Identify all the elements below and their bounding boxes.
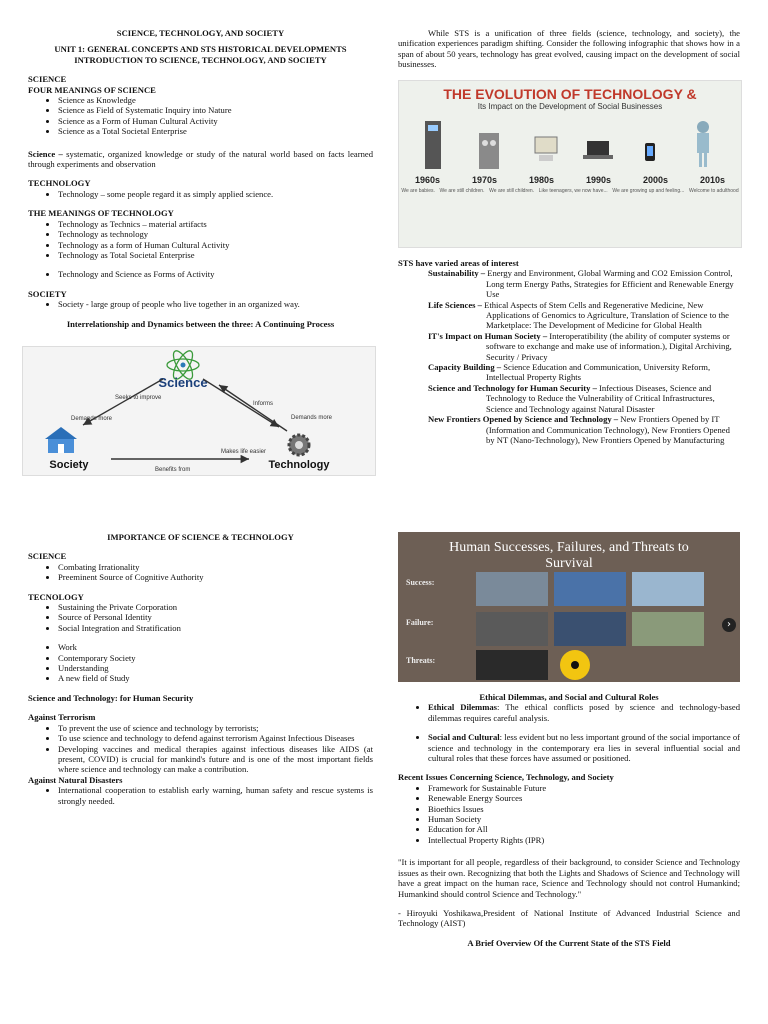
technology-importance-list bbox=[28, 602, 373, 633]
gear-icon bbox=[289, 435, 309, 455]
next-arrow-icon[interactable]: › bbox=[722, 618, 736, 632]
phone-icon bbox=[645, 143, 655, 161]
intro-paragraph: While STS is a unification of three fields (science, technology, and society), the unification experiences paradigm shifting. Consider the following infographic that shows how in a span of about 50 years, technology has great evolved, causing impact on the development of social businesses. bbox=[398, 28, 740, 70]
successes-failures-slide bbox=[398, 532, 740, 682]
slide-title: Human Successes, Failures, and Threats to Survival bbox=[449, 540, 689, 571]
diagram-society-label: Society bbox=[49, 459, 89, 471]
science-definition bbox=[28, 149, 373, 170]
list-item: • Intellectual Property Rights (IPR) bbox=[428, 835, 740, 845]
list-item: • Society - large group of people who live together in an organized way. bbox=[58, 299, 373, 309]
list-item: • Education for All bbox=[428, 824, 740, 834]
radiation-icon bbox=[560, 650, 590, 680]
page3-column bbox=[28, 532, 373, 806]
virus-image bbox=[476, 650, 548, 680]
ethical-term: Ethical Dilemmas bbox=[428, 702, 498, 713]
laptop-icon bbox=[583, 141, 613, 159]
moon-landing-image bbox=[476, 572, 548, 606]
airplane-image bbox=[632, 572, 704, 606]
tape-drive-icon bbox=[479, 133, 499, 169]
terrorism-list bbox=[28, 723, 373, 775]
era-caption: We are babies. bbox=[401, 188, 435, 194]
era-caption: Like teenagers, we now have... bbox=[538, 188, 608, 194]
diagram-science-label: Science bbox=[158, 375, 208, 390]
list-item: • Technology as technology bbox=[58, 229, 373, 239]
overview-heading: A Brief Overview Of the Current State of the STS Field bbox=[467, 937, 671, 948]
infographic-subtitle: Its Impact on the Development of Social Businesses bbox=[477, 102, 663, 111]
science-heading: SCIENCE bbox=[28, 551, 67, 562]
shuttle-image bbox=[554, 612, 626, 646]
area-item bbox=[398, 300, 740, 331]
era-label: 1970s bbox=[471, 175, 498, 185]
desktop-icon bbox=[535, 137, 557, 161]
list-item: • Developing vaccines and medical therapies against infectious diseases like AIDS (at present, COVID) is crucial for mankind's future and is one of the most important fields where science and technology can make a contribution. bbox=[58, 744, 373, 775]
list-item: • Social Integration and Stratification bbox=[58, 623, 373, 633]
list-item: • Source of Personal Identity bbox=[58, 612, 373, 622]
list-item: • Work bbox=[58, 642, 373, 652]
area-text: Energy and Environment, Global Warming and CO2 Emission Control, Long term Energy Paths, Strategies for Efficient and Renewable Energy Use bbox=[485, 268, 734, 300]
list-item: • Technology – some people regard it as simply applied science. bbox=[58, 189, 373, 199]
recent-issues-heading: Recent Issues Concerning Science, Technology, and Society bbox=[398, 772, 614, 783]
list-item: • Combating Irrationality bbox=[58, 562, 373, 572]
science-term: Science – bbox=[28, 148, 63, 159]
era-caption: We are still children. bbox=[439, 188, 485, 194]
area-item bbox=[398, 414, 740, 445]
area-item bbox=[398, 331, 740, 362]
slide-row-failure: Failure: bbox=[406, 618, 434, 627]
area-text: Infectious Diseases, Science and Technology to Reduce the Vulnerability of Critical Infrastructures, Science and Technology against Natural Disaster bbox=[486, 382, 715, 414]
ethical-heading: Ethical Dilemmas, and Social and Cultural Roles bbox=[479, 692, 659, 702]
interrelation-diagram bbox=[22, 346, 376, 476]
science-definition-text: systematic, organized knowledge or study of the natural world based on facts learned through experiments and observation bbox=[28, 148, 373, 170]
ethical-text: : less evident but no less important ground of the social importance of science and technology in the contemporary era lies in several influential social and cultural roles that these forces have assumed or positioned. bbox=[428, 732, 740, 764]
ethical-term: Social and Cultural bbox=[428, 732, 500, 743]
robot-icon bbox=[697, 121, 709, 167]
importance-title: IMPORTANCE OF SCIENCE & TECHNOLOGY bbox=[107, 532, 294, 542]
era-caption-row bbox=[399, 188, 741, 194]
page2-column bbox=[398, 28, 740, 70]
diagram-seeks-label: Seeks to improve bbox=[115, 395, 162, 401]
list-item: • Understanding bbox=[58, 663, 373, 673]
era-caption: We are still children. bbox=[489, 188, 535, 194]
meanings-technology-heading: THE MEANINGS OF TECHNOLOGY bbox=[28, 208, 174, 219]
era-label: 1990s bbox=[585, 175, 612, 185]
unit-title: UNIT 1: GENERAL CONCEPTS AND STS HISTORICAL DEVELOPMENTS bbox=[54, 44, 347, 55]
diagram-demands-left-label: Demands more bbox=[71, 416, 113, 422]
page4-column bbox=[398, 692, 740, 948]
list-item: • To prevent the use of science and technology by terrorists; bbox=[58, 723, 373, 733]
society-list bbox=[28, 299, 373, 309]
vaccine-image bbox=[554, 572, 626, 606]
house-icon bbox=[45, 427, 77, 453]
terrorism-heading: Against Terrorism bbox=[28, 712, 96, 723]
area-term: New Frontiers Opened by Science and Technology – bbox=[428, 414, 619, 425]
four-meanings-list bbox=[28, 95, 373, 137]
diagram-technology-label: Technology bbox=[268, 459, 330, 471]
arrow-technology-to-science bbox=[219, 385, 287, 431]
era-label: 1960s bbox=[414, 175, 441, 185]
area-text: Interoperatibility (the ability of computer systems or software to exchange and make use of information.), Digital Archiving, Security / Privacy bbox=[486, 330, 732, 362]
era-row bbox=[399, 175, 741, 185]
evolution-infographic bbox=[398, 80, 742, 248]
interrelation-svg bbox=[23, 347, 375, 475]
list-item: • Technology as Technics – material artifacts bbox=[58, 219, 373, 229]
area-term: Capacity Building – bbox=[428, 362, 502, 373]
list-item: • Science as Knowledge bbox=[58, 95, 373, 105]
area-term: Science and Technology for Human Security – bbox=[428, 382, 597, 393]
diagram-makes-life-label: Makes life easier bbox=[221, 449, 267, 455]
list-item: • Human Society bbox=[428, 814, 740, 824]
era-caption: Welcome to adulthood bbox=[688, 188, 739, 194]
list-item: • Technology as Total Societal Enterprise bbox=[58, 250, 373, 260]
technology-list bbox=[28, 189, 373, 199]
ethical-list bbox=[398, 702, 740, 763]
area-term: Life Sciences – bbox=[428, 299, 482, 310]
technology-importance-list-2 bbox=[28, 642, 373, 684]
list-item: • Science as Field of Systematic Inquiry into Nature bbox=[58, 105, 373, 115]
area-item bbox=[398, 383, 740, 414]
slide-row-success: Success: bbox=[406, 578, 435, 587]
technology-heading: TECNOLOGY bbox=[28, 591, 84, 602]
meanings-technology-extra-list bbox=[28, 269, 373, 279]
era-label: 1980s bbox=[528, 175, 555, 185]
unit-subtitle: INTRODUCTION TO SCIENCE, TECHNOLOGY, AND SOCIETY bbox=[74, 54, 327, 65]
technology-heading: TECHNOLOGY bbox=[28, 178, 91, 189]
list-item: • To use science and technology to defend against terrorism Against Infectious Diseases bbox=[58, 733, 373, 743]
list-item: • Technology and Science as Forms of Activity bbox=[58, 269, 373, 279]
list-item: • Science as a Total Societal Enterprise bbox=[58, 126, 373, 136]
ethical-text: : The ethical conflicts posed by science and technology-based dilemmas requires careful analysis. bbox=[428, 702, 740, 723]
meanings-technology-list bbox=[28, 219, 373, 261]
interrelation-title: Interrelationship and Dynamics between the three: A Continuing Process bbox=[66, 318, 335, 329]
list-item: • Technology as a form of Human Cultural Activity bbox=[58, 240, 373, 250]
list-item: • Renewable Energy Sources bbox=[428, 793, 740, 803]
diagram-benefits-label: Benefits from bbox=[155, 467, 191, 473]
mainframe-icon bbox=[425, 121, 441, 169]
four-meanings-heading: FOUR MEANINGS OF SCIENCE bbox=[28, 84, 156, 95]
list-item: • Bioethics Issues bbox=[428, 804, 740, 814]
infographic-icons bbox=[399, 115, 741, 175]
infographic-title: THE EVOLUTION OF TECHNOLOGY & bbox=[443, 86, 697, 102]
list-item: • International cooperation to establish early warning, human safety and rescue systems is strongly needed. bbox=[58, 785, 373, 806]
list-item: • Framework for Sustainable Future bbox=[428, 783, 740, 793]
list-item bbox=[428, 732, 740, 763]
disasters-list bbox=[28, 785, 373, 806]
list-item: • Science as a Form of Human Cultural Activity bbox=[58, 116, 373, 126]
area-item bbox=[398, 268, 740, 299]
list-item bbox=[428, 702, 740, 723]
slide-row-threats: Threats: bbox=[406, 656, 436, 665]
document-title: SCIENCE, TECHNOLOGY, AND SOCIETY bbox=[116, 28, 285, 38]
diagram-informs-label: Informs bbox=[253, 401, 274, 407]
science-importance-list bbox=[28, 562, 373, 583]
area-text: Ethical Aspects of Stem Cells and Regenerative Medicine, New Applications of Genomics to Agriculture, Translation of Science to the Marketplace: The Development of Medicine for Global Health bbox=[481, 299, 729, 331]
area-term: IT's Impact on Human Society – bbox=[428, 330, 548, 341]
quote: "It is important for all people, regardless of their background, to consider Science and Technology issues as their own. Recognizing that both the Lights and Shadows of Science and Technology will have a great impact on the human race, Science and Technology should not control Humankind; Humankind should control Science and Technology." bbox=[398, 857, 740, 899]
disasters-heading: Against Natural Disasters bbox=[28, 774, 123, 785]
science-heading: SCIENCE bbox=[28, 74, 67, 85]
list-item: • Contemporary Society bbox=[58, 653, 373, 663]
area-item bbox=[398, 362, 740, 383]
disaster-image bbox=[476, 612, 548, 646]
sts-areas-section bbox=[398, 258, 740, 445]
recent-issues-list bbox=[398, 783, 740, 845]
diagram-demands-right-label: Demands more bbox=[291, 415, 333, 421]
era-label: 2000s bbox=[642, 175, 669, 185]
human-security-heading: Science and Technology: for Human Security bbox=[28, 692, 194, 703]
list-item: • Preeminent Source of Cognitive Authority bbox=[58, 572, 373, 582]
areas-heading: STS have varied areas of interest bbox=[398, 258, 519, 268]
area-text: Science Education and Communication, University Reform, Intellectual Property Rights bbox=[486, 362, 711, 383]
quote-attribution: - Hiroyuki Yoshikawa,President of National Institute of Advanced Industrial Science and Technology (AIST) bbox=[398, 907, 740, 929]
era-caption: We are growing up and feeling... bbox=[612, 188, 685, 194]
area-text: New Frontiers Opened by IT (Information and Communication Technology), New Frontiers Opened by NT (Nano-Technology), New Frontiers Opened by Manufacturing bbox=[486, 414, 730, 445]
crash-image bbox=[632, 612, 704, 646]
era-label: 2010s bbox=[699, 175, 726, 185]
page1-column bbox=[28, 28, 373, 329]
society-heading: SOCIETY bbox=[28, 288, 67, 299]
list-item: • Sustaining the Private Corporation bbox=[58, 602, 373, 612]
list-item: • A new field of Study bbox=[58, 673, 373, 683]
area-term: Sustainability – bbox=[428, 268, 486, 279]
